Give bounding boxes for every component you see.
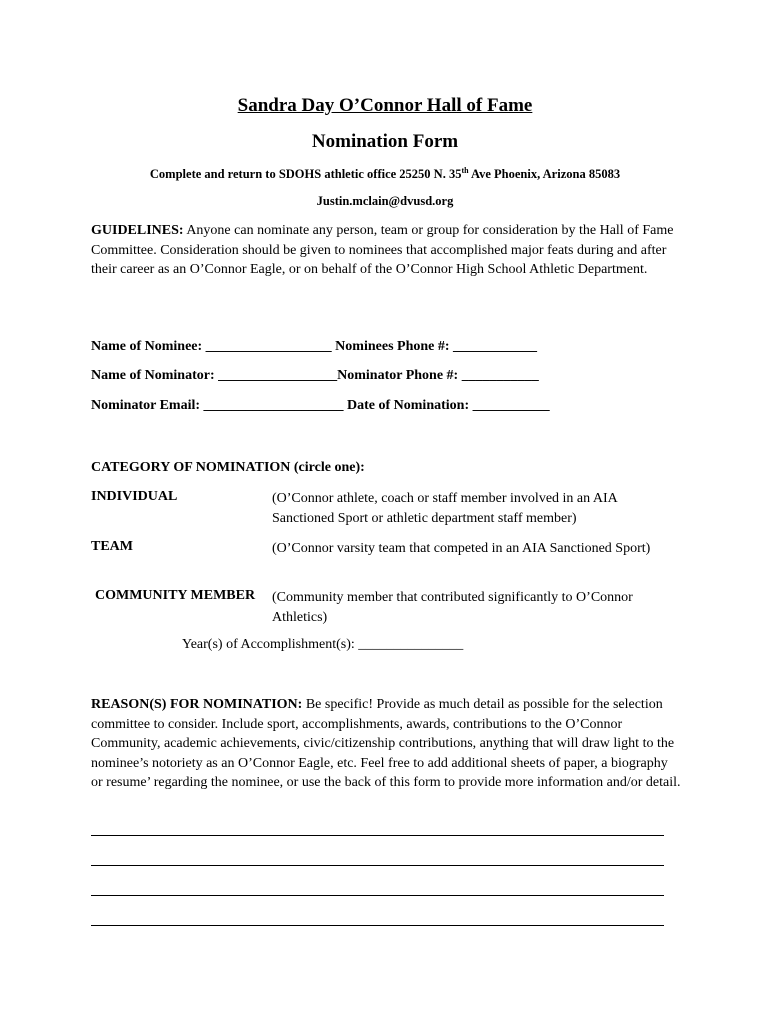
reason-answer-line-2[interactable] [91, 865, 664, 866]
category-team[interactable]: TEAM [91, 539, 133, 554]
year-of-accomplishment-field[interactable]: Year(s) of Accomplishment(s): _______________ [182, 637, 464, 652]
reason-answer-line-3[interactable] [91, 895, 664, 896]
reason-answer-line-4[interactable] [91, 925, 664, 926]
category-individual[interactable]: INDIVIDUAL [91, 489, 178, 504]
guidelines-text: Anyone can nominate any person, team or group for consideration by the Hall of Fame Committee. Consideration should be given to nominees that accomplished major feats during and after their career as an O’Connor Eagle, or on behalf of the O’Connor High School Athletic Department. [91, 223, 674, 277]
reasons-text: Be specific! Provide as much detail as possible for the selection committee to consider. Include sport, accomplishments, awards, contributions to the O’Connor Community, academic achievements, civic/citizenship contributions, anything that will draw light to the nominee’s notoriety as an O’Connor Eagle, etc. Feel free to add additional sheets of paper, a biography or resume’ regarding the nominee, or use the back of this form to provide more information and/or detail. [91, 697, 681, 790]
address-text-start: Complete and return to SDOHS athletic office 25250 N. 35 [149, 167, 462, 182]
form-subtitle: Nomination Form [311, 131, 459, 152]
reasons-paragraph [91, 695, 681, 793]
guidelines-label: GUIDELINES: [91, 223, 184, 238]
address-superscript: th [461, 166, 469, 175]
return-address [0, 166, 770, 182]
form-title: Sandra Day O’Connor Hall of Fame [237, 95, 533, 116]
reason-answer-line-1[interactable] [91, 835, 664, 836]
reasons-label: REASON(S) FOR NOMINATION: [91, 697, 303, 712]
contact-email: Justin.mclain@dvusd.org [316, 194, 454, 208]
nominee-name-phone-field[interactable]: Name of Nominee: __________________ Nominees Phone #: ____________ [91, 339, 538, 354]
category-individual-description: (O’Connor athlete, coach or staff member involved in an AIA Sanctioned Sport or athletic department staff member) [272, 491, 617, 526]
category-team-description: (O’Connor varsity team that competed in an AIA Sanctioned Sport) [272, 541, 651, 556]
category-heading: CATEGORY OF NOMINATION (circle one): [91, 460, 365, 475]
guidelines-paragraph [91, 221, 681, 280]
category-community-member[interactable]: COMMUNITY MEMBER [95, 588, 256, 603]
address-text-end: Ave Phoenix, Arizona 85083 [468, 167, 621, 182]
nominator-email-date-field[interactable]: Nominator Email: ____________________ Date of Nomination: ___________ [91, 398, 550, 413]
category-community-member-description: (Community member that contributed significantly to O’Connor Athletics) [272, 590, 633, 625]
nominator-name-phone-field[interactable]: Name of Nominator: _________________Nominator Phone #: ___________ [91, 368, 539, 383]
